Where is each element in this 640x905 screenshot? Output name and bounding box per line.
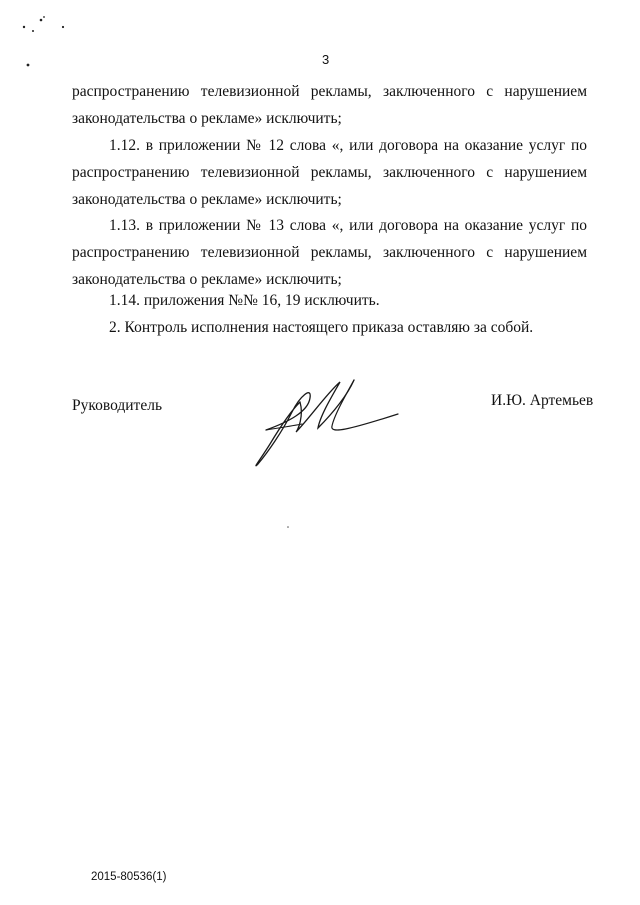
paragraph-item-1-12: 1.12. в приложении № 12 слова «, или договора на оказание услуг по распространению телевизионной рекламы, заключенного с нарушением законодательства о рекламе» исключить;	[72, 137, 587, 208]
signer-position: Руководитель	[72, 397, 163, 414]
page-number: 3	[322, 52, 330, 67]
signer-name: И.Ю. Артемьев	[491, 392, 594, 409]
paragraph-item-1-13: 1.13. в приложении № 13 слова «, или договора на оказание услуг по распространению телевизионной рекламы, заключенного с нарушением законодательства о рекламе» исключить;	[72, 217, 587, 288]
paragraph-item-1-14: 1.14. приложения №№ 16, 19 исключить.	[109, 292, 380, 309]
paragraph-item-2: 2. Контроль исполнения настоящего приказа оставляю за собой.	[109, 319, 534, 336]
paragraph-continuation: распространению телевизионной рекламы, заключенного с нарушением законодательства о рекламе» исключить;	[72, 83, 587, 127]
handwritten-signature	[248, 372, 408, 472]
document-code: 2015-80536(1)	[91, 871, 167, 883]
